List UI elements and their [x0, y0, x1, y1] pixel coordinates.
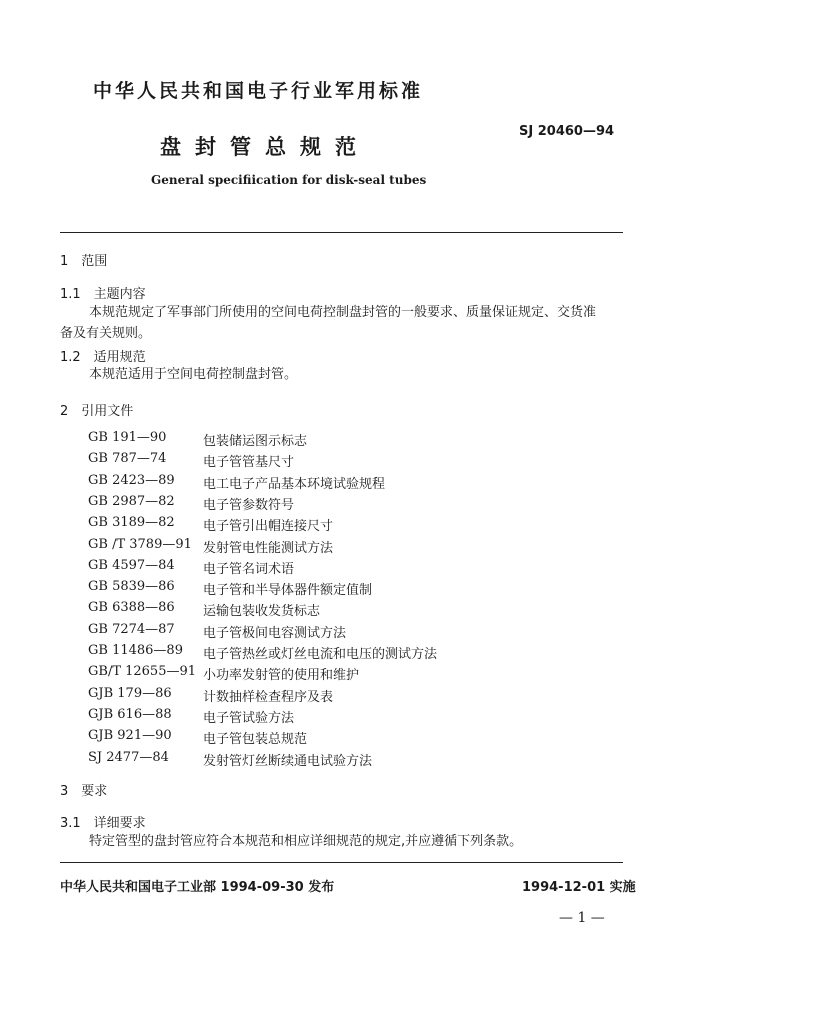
- issue-info: 中华人民共和国电子工业部 1994-09-30 发布: [60, 880, 335, 895]
- section-1-1-text-line1: 本规范规定了军事部门所使用的空间电荷控制盘封管的一般要求、质量保证规定、交货准: [89, 305, 597, 320]
- reference-title: 电子管和半导体器件额定值制: [203, 583, 373, 598]
- section-1-2-text: 本规范适用于空间电荷控制盘封管。: [89, 367, 298, 382]
- reference-code: GB 11486—89: [88, 643, 183, 658]
- reference-code: GB 6388—86: [88, 600, 175, 615]
- reference-title: 电子管包装总规范: [203, 732, 308, 747]
- reference-code: GB 2987—82: [88, 494, 175, 509]
- standard-category-title: 中华人民共和国电子行业军用标准: [93, 80, 424, 102]
- reference-code: GB 7274—87: [88, 622, 175, 637]
- reference-code: GB 787—74: [88, 451, 167, 466]
- reference-title: 发射管灯丝断续通电试验方法: [203, 754, 373, 769]
- standard-code: SJ 20460—94: [519, 124, 615, 139]
- footer-divider: [60, 862, 623, 863]
- reference-title: 电子管管基尺寸: [203, 455, 295, 470]
- reference-code: GJB 616—88: [88, 707, 172, 722]
- english-title: General specifiication for disk-seal tubes: [151, 173, 427, 187]
- section-3-1-text: 特定管型的盘封管应符合本规范和相应详细规范的规定,并应遵循下列条款。: [89, 834, 523, 849]
- reference-title: 电子管引出帽连接尺寸: [203, 519, 334, 534]
- section-2-heading: 2 引用文件: [60, 404, 134, 419]
- section-1-heading: 1 范围: [60, 254, 108, 269]
- reference-code: GB 5839—86: [88, 579, 175, 594]
- reference-code: GB 4597—84: [88, 558, 175, 573]
- section-1-1-text-line2: 备及有关规则。: [60, 326, 152, 341]
- effective-date: 1994-12-01 实施: [522, 880, 636, 895]
- reference-title: 电工电子产品基本环境试验规程: [203, 477, 386, 492]
- reference-title: 电子管热丝或灯丝电流和电压的测试方法: [203, 647, 438, 662]
- reference-title: 运输包装收发货标志: [203, 604, 321, 619]
- reference-code: GB 191—90: [88, 430, 167, 445]
- section-1-1-heading: 1.1 主题内容: [60, 287, 146, 302]
- reference-code: GB 2423—89: [88, 473, 175, 488]
- reference-title: 电子管试验方法: [203, 711, 295, 726]
- reference-title: 电子管名词术语: [203, 562, 295, 577]
- document-title: 盘封管总规范: [160, 135, 370, 159]
- reference-title: 电子管极间电容测试方法: [203, 626, 347, 641]
- reference-code: GJB 921—90: [88, 728, 172, 743]
- reference-code: GJB 179—86: [88, 686, 172, 701]
- reference-title: 计数抽样检查程序及表: [203, 690, 334, 705]
- page-number: — 1 —: [559, 910, 605, 926]
- section-1-2-heading: 1.2 适用规范: [60, 350, 146, 365]
- reference-title: 电子管参数符号: [203, 498, 295, 513]
- reference-code: SJ 2477—84: [88, 750, 169, 765]
- reference-code: GB /T 3789—91: [88, 537, 192, 552]
- reference-code: GB 3189—82: [88, 515, 175, 530]
- reference-title: 小功率发射管的使用和维护: [203, 668, 360, 683]
- section-3-heading: 3 要求: [60, 784, 108, 799]
- reference-title: 发射管电性能测试方法: [203, 541, 334, 556]
- reference-title: 包装储运图示标志: [203, 434, 308, 449]
- reference-code: GB/T 12655—91: [88, 664, 197, 679]
- header-divider: [60, 232, 623, 233]
- section-3-1-heading: 3.1 详细要求: [60, 816, 146, 831]
